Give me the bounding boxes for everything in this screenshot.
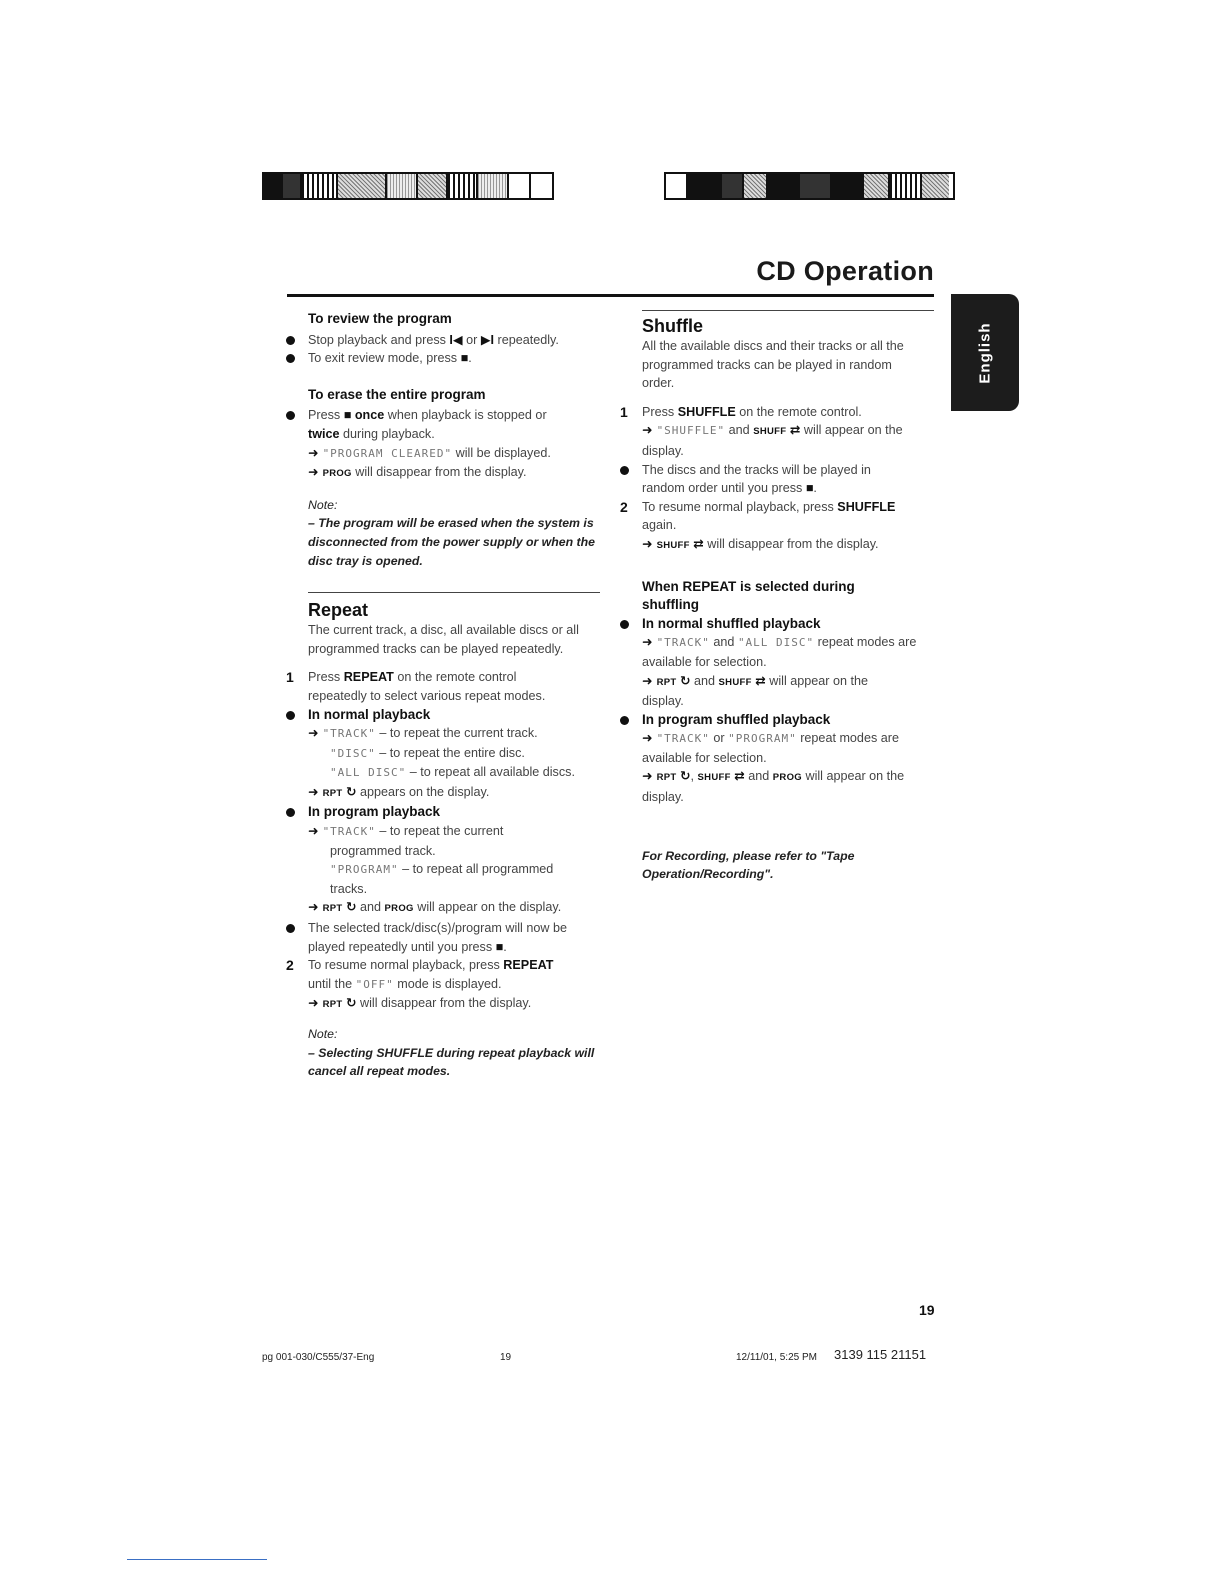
page-number: 19 (919, 1302, 935, 1318)
note-text: – Selecting SHUFFLE during repeat playback will (308, 1045, 595, 1060)
bullet-icon (286, 336, 295, 345)
bullet-icon (620, 466, 629, 475)
footer-date: 12/11/01, 5:25 PM (736, 1352, 817, 1363)
list-item: In normal shuffled playback (620, 615, 934, 634)
section-rule (308, 592, 600, 593)
shuffle-icon: ⇄ (755, 673, 766, 688)
language-tab (951, 294, 1019, 411)
shuffle-icon: ⇄ (789, 423, 801, 438)
bullet-icon (620, 716, 629, 725)
display-text: "PROGRAM CLEARED" (322, 446, 453, 460)
arrow-icon: ➜ (308, 726, 319, 741)
step-2: 2 To resume normal playback, press SHUFFLE again. (620, 498, 896, 533)
list-item: To exit review mode, press ■. (286, 349, 600, 368)
repeat-cycle-icon: ↻ (345, 784, 357, 799)
arrow-icon: ➜ (308, 900, 319, 915)
registration-bar-left (262, 172, 554, 200)
bullet-icon (286, 711, 295, 720)
stop-icon: ■ (805, 481, 814, 496)
repeat-cycle-icon: ↻ (345, 996, 357, 1011)
shuffle-icon: ⇄ (734, 769, 745, 784)
repeat-heading: Repeat (308, 600, 369, 621)
repeat-cycle-icon: ↻ (679, 769, 691, 784)
when-repeat-heading: When REPEAT is selected during (642, 578, 855, 594)
list-item: In program playback (286, 803, 600, 822)
repeat-cycle-icon: ↻ (679, 673, 691, 688)
list-item: The selected track/disc(s)/program will now be played repeatedly until you press ■. (286, 919, 600, 956)
arrow-icon: ➜ (642, 423, 653, 438)
arrow-icon: ➜ (642, 769, 653, 784)
bullet-icon (286, 808, 295, 817)
arrow-icon: ➜ (308, 445, 319, 460)
note-label: Note: (308, 1027, 338, 1041)
bullet-icon (286, 924, 295, 933)
shuffle-heading: Shuffle (642, 316, 703, 336)
previous-icon: I◀ (449, 332, 463, 347)
list-item: The discs and the tracks will be played in random order until you press ■. (620, 461, 934, 498)
footer-code: 3139 115 21151 (834, 1347, 927, 1362)
step-2: 2 To resume normal playback, press REPEAT until the "OFF" mode is displayed. (286, 957, 554, 991)
list-item: In normal playback (286, 706, 600, 725)
bullet-icon (286, 354, 295, 363)
recording-reference: For Recording, please refer to "Tape (642, 848, 855, 863)
footer-page: 19 (500, 1352, 512, 1363)
shuffle-icon: ⇄ (693, 536, 704, 551)
right-column: Shuffle All the available discs and their tracks or all the programmed tracks can be played in random order. 1 Press SHUFFLE on the remote control. ➜ "SHUFFLE" and SHUFF ⇄ will appear on the display. The discs and the tracks will be played in random order until you press ■. 2 To resume normal playback, press SHUFFLE again. ➜ SHUFF ⇄ will disappear from the display. When REPEAT is selected during shuffling In normal shuffled playback ➜ "TRACK" and "ALL DISC" repeat modes are available for selection. ➜ RPT ↻ and SHUFF ⇄ will appear on the display. In program shuffled playback ➜ "TRACK" or "PROGRAM" repeat modes are available for selection. ➜ RPT ↻, SHUFF ⇄ and PROG will appear on the display. For Recording, please refer to "Tape Operation/Recording". (620, 310, 934, 884)
arrow-icon: ➜ (308, 465, 319, 480)
stop-icon: ■ (495, 939, 504, 954)
arrow-icon: ➜ (308, 784, 319, 799)
erase-heading: To erase the entire program (308, 386, 486, 402)
bullet-icon (620, 620, 629, 629)
bottom-line (127, 1559, 267, 1560)
arrow-icon: ➜ (642, 673, 653, 688)
next-icon: ▶I (480, 332, 494, 347)
left-column: To review the program Stop playback and press I◀ or ▶I repeatedly. To exit review mode, press ■. To erase the entire program Press ■ once when playback is stopped or twice during playback. ➜ "PROGRAM CLEARED" will be displayed. ➜ PROG will disappear from the display. Note: – The program will be erased when the system is disconnected from the power supply or when the disc tray is opened. Repeat The current track, a disc, all available discs or all programmed tracks can be played repeatedly. 1 Press REPEAT on the remote control repeatedly to select various repeat modes. In normal playback ➜ "TRACK" – to repeat the current track. "DISC" – to repeat the entire disc. "ALL DISC" – to repeat all available discs. ➜ RPT ↻ appears on the display. In program playback ➜ "TRACK" – to repeat the current programmed track. "PROGRAM" – to repeat all programmed tracks. ➜ RPT ↻ and PROG will appear on the display. The selected track/disc(s)/program will now be played repeatedly until you press ■. 2 To resume normal playback, press REPEAT until the "OFF" mode is displayed. ➜ RPT ↻ will disappear from the display. Note: – Selecting SHUFFLE during repeat playback will cancel all repeat modes. (286, 310, 600, 1081)
note-text: – The program will be erased when the system is (308, 516, 594, 531)
arrow-icon: ➜ (308, 996, 319, 1011)
review-heading: To review the program (308, 311, 452, 326)
footer-file: pg 001-030/C555/37-Eng (262, 1352, 375, 1363)
stop-icon: ■ (343, 408, 352, 423)
list-item: Press ■ once when playback is stopped or twice during playback. (286, 406, 600, 443)
list-item: Stop playback and press I◀ or ▶I repeatedly. (286, 331, 600, 350)
arrow-icon: ➜ (308, 824, 319, 839)
repeat-cycle-icon: ↻ (345, 900, 357, 915)
page-title: CD Operation (756, 256, 934, 286)
step-1: 1 Press SHUFFLE on the remote control. (620, 403, 862, 420)
arrow-icon: ➜ (642, 536, 653, 551)
note-label: Note: (308, 497, 338, 512)
step-1: 1 Press REPEAT on the remote control repeatedly to select various repeat modes. (286, 669, 546, 703)
header-rule (287, 294, 934, 297)
language-tab-label: English (976, 321, 994, 384)
section-rule (642, 310, 934, 311)
stop-icon: ■ (460, 351, 469, 366)
registration-bar-right (664, 172, 955, 200)
list-item: In program shuffled playback (620, 711, 934, 730)
bullet-icon (286, 411, 295, 420)
arrow-icon: ➜ (642, 635, 653, 650)
arrow-icon: ➜ (642, 731, 653, 746)
